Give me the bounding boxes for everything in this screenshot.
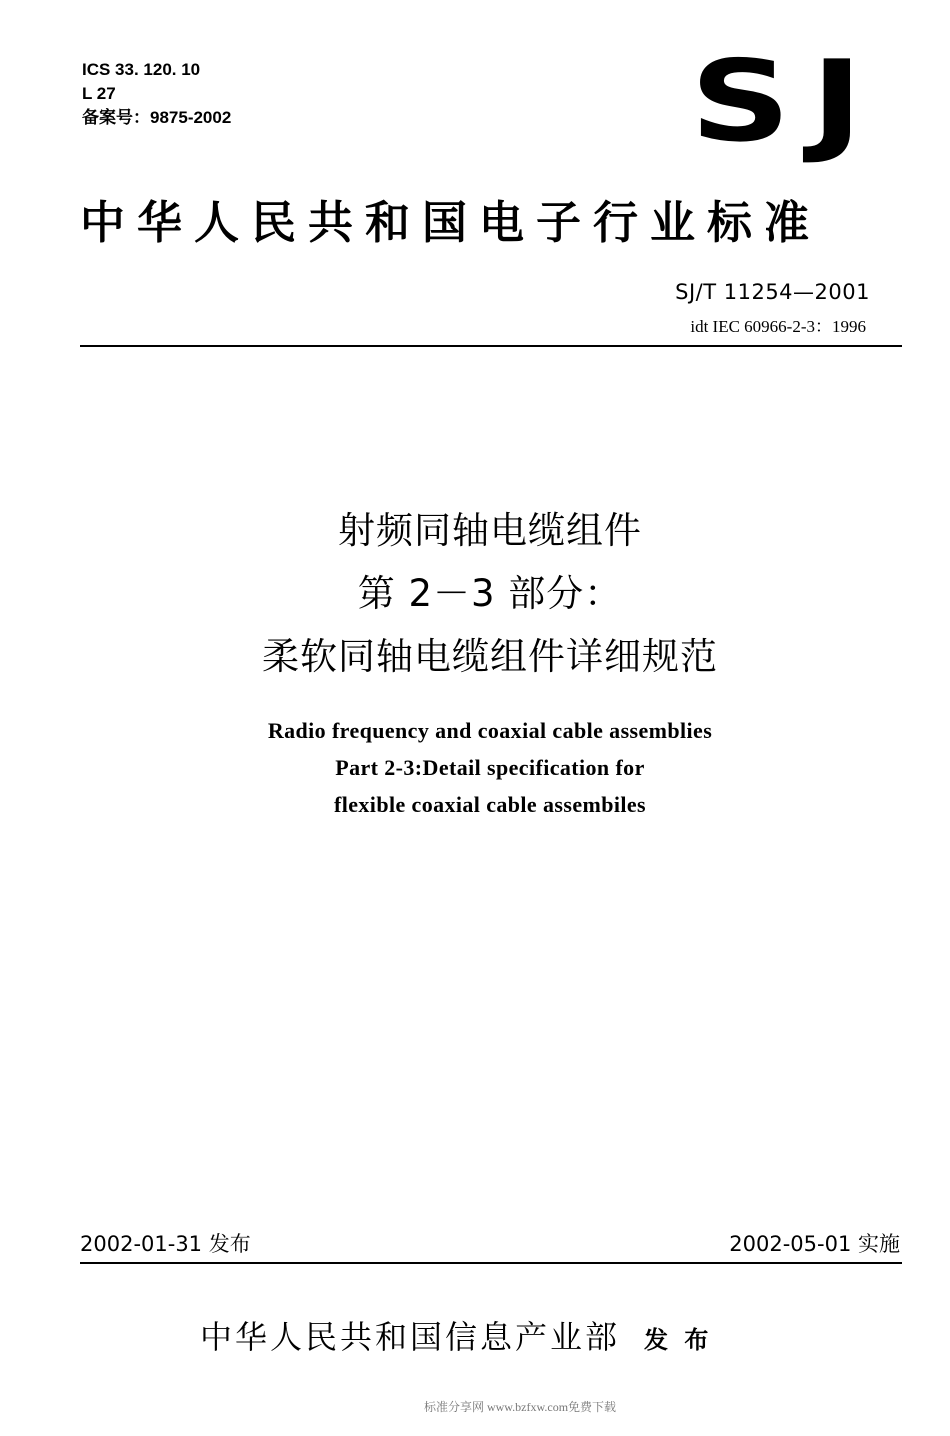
record-number: 备案号：9875-2002: [82, 108, 232, 127]
title-zh-line-1: 射频同轴电缆组件: [338, 509, 642, 552]
title-zh-line-2: 第 2－3 部分：: [357, 572, 623, 615]
footer-divider: [80, 1262, 902, 1264]
title-en-line-1: Radio frequency and coaxial cable assemblies: [267, 718, 713, 743]
title-en-line-2: Part 2-3:Detail specification for: [335, 755, 645, 780]
idt-reference: idt IEC 60966-2-3：1996: [690, 317, 866, 336]
ics-code: ICS 33. 120. 10: [82, 60, 201, 79]
title-zh-line-3: 柔软同轴电缆组件详细规范: [262, 635, 718, 678]
standard-type-title: 中华人民共和国电子行业标准: [80, 196, 822, 249]
issuer-name: 中华人民共和国信息产业部: [200, 1318, 621, 1356]
issuing-authority: [200, 1312, 712, 1358]
ccs-code: L 27: [82, 84, 116, 103]
sj-logo: SJ: [690, 37, 883, 167]
header-divider: [80, 345, 902, 347]
title-en-line-3: flexible coaxial cable assembiles: [334, 792, 646, 817]
standard-code: SJ/T 11254—2001: [675, 280, 870, 304]
implementation-date: 2002-05-01 实施: [729, 1232, 900, 1256]
watermark: 标准分享网 www.bzfxw.com免费下载: [423, 1400, 617, 1414]
issuer-suffix: 发 布: [644, 1326, 713, 1354]
issue-date: 2002-01-31 发布: [80, 1232, 251, 1256]
